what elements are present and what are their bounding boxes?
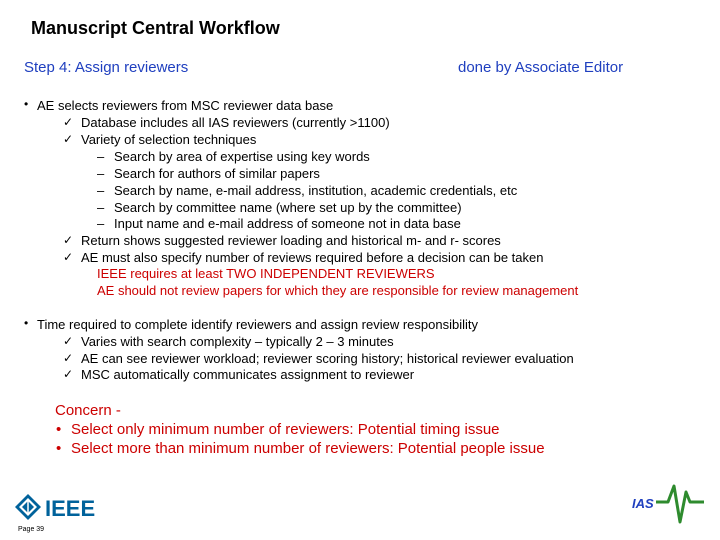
- page-number: Page 39: [18, 526, 45, 533]
- bullet-reviewer-selection: • AE selects reviewers from MSC reviewer data base: [37, 97, 333, 114]
- dash-authors: – Search for authors of similar papers: [114, 165, 320, 182]
- note-ae-conflict: AE should not review papers for which they are responsible for review management: [97, 283, 579, 298]
- dash-name: – Search by name, e-mail address, institution, academic credentials, etc: [114, 182, 517, 199]
- check-workload: ✓ AE can see reviewer workload; reviewer scoring history; historical reviewer evaluation: [81, 350, 574, 367]
- svg-text:IEEE: IEEE: [45, 496, 96, 521]
- ias-waveform-icon: [656, 486, 704, 522]
- check-varies: ✓ Varies with search complexity – typically 2 – 3 minutes: [81, 333, 394, 350]
- ieee-logo: [14, 493, 109, 528]
- page-title: Manuscript Central Workflow: [31, 18, 280, 38]
- svg-text:IAS: IAS: [632, 496, 654, 511]
- ias-logo: [630, 478, 710, 535]
- note-ieee-requirement: IEEE requires at least TWO INDEPENDENT REVIEWERS: [97, 266, 435, 281]
- check-techniques: ✓ Variety of selection techniques: [81, 131, 256, 148]
- check-return: ✓ Return shows suggested reviewer loading and historical m- and r- scores: [81, 232, 501, 249]
- role-label: done by Associate Editor: [458, 59, 624, 76]
- concern-item-more: • Select more than minimum number of reviewers: Potential people issue: [71, 439, 545, 458]
- check-database: ✓ Database includes all IAS reviewers (currently >1100): [81, 114, 390, 131]
- step-label: Step 4: Assign reviewers: [24, 59, 189, 76]
- concern-heading: Concern -: [55, 402, 121, 419]
- ieee-diamond-icon: [15, 494, 41, 520]
- concern-item-minimum: • Select only minimum number of reviewers: Potential timing issue: [71, 420, 500, 439]
- dash-expertise: – Search by area of expertise using key words: [114, 148, 370, 165]
- bullet-time-required: • Time required to complete identify reviewers and assign review responsibility: [37, 316, 478, 333]
- check-number-reviews: ✓ AE must also specify number of reviews required before a decision can be taken: [81, 249, 543, 266]
- check-msc-auto: ✓ MSC automatically communicates assignment to reviewer: [81, 366, 414, 383]
- dash-input: – Input name and e-mail address of someone not in data base: [114, 215, 461, 232]
- dash-committee: – Search by committee name (where set up by the committee): [114, 199, 462, 216]
